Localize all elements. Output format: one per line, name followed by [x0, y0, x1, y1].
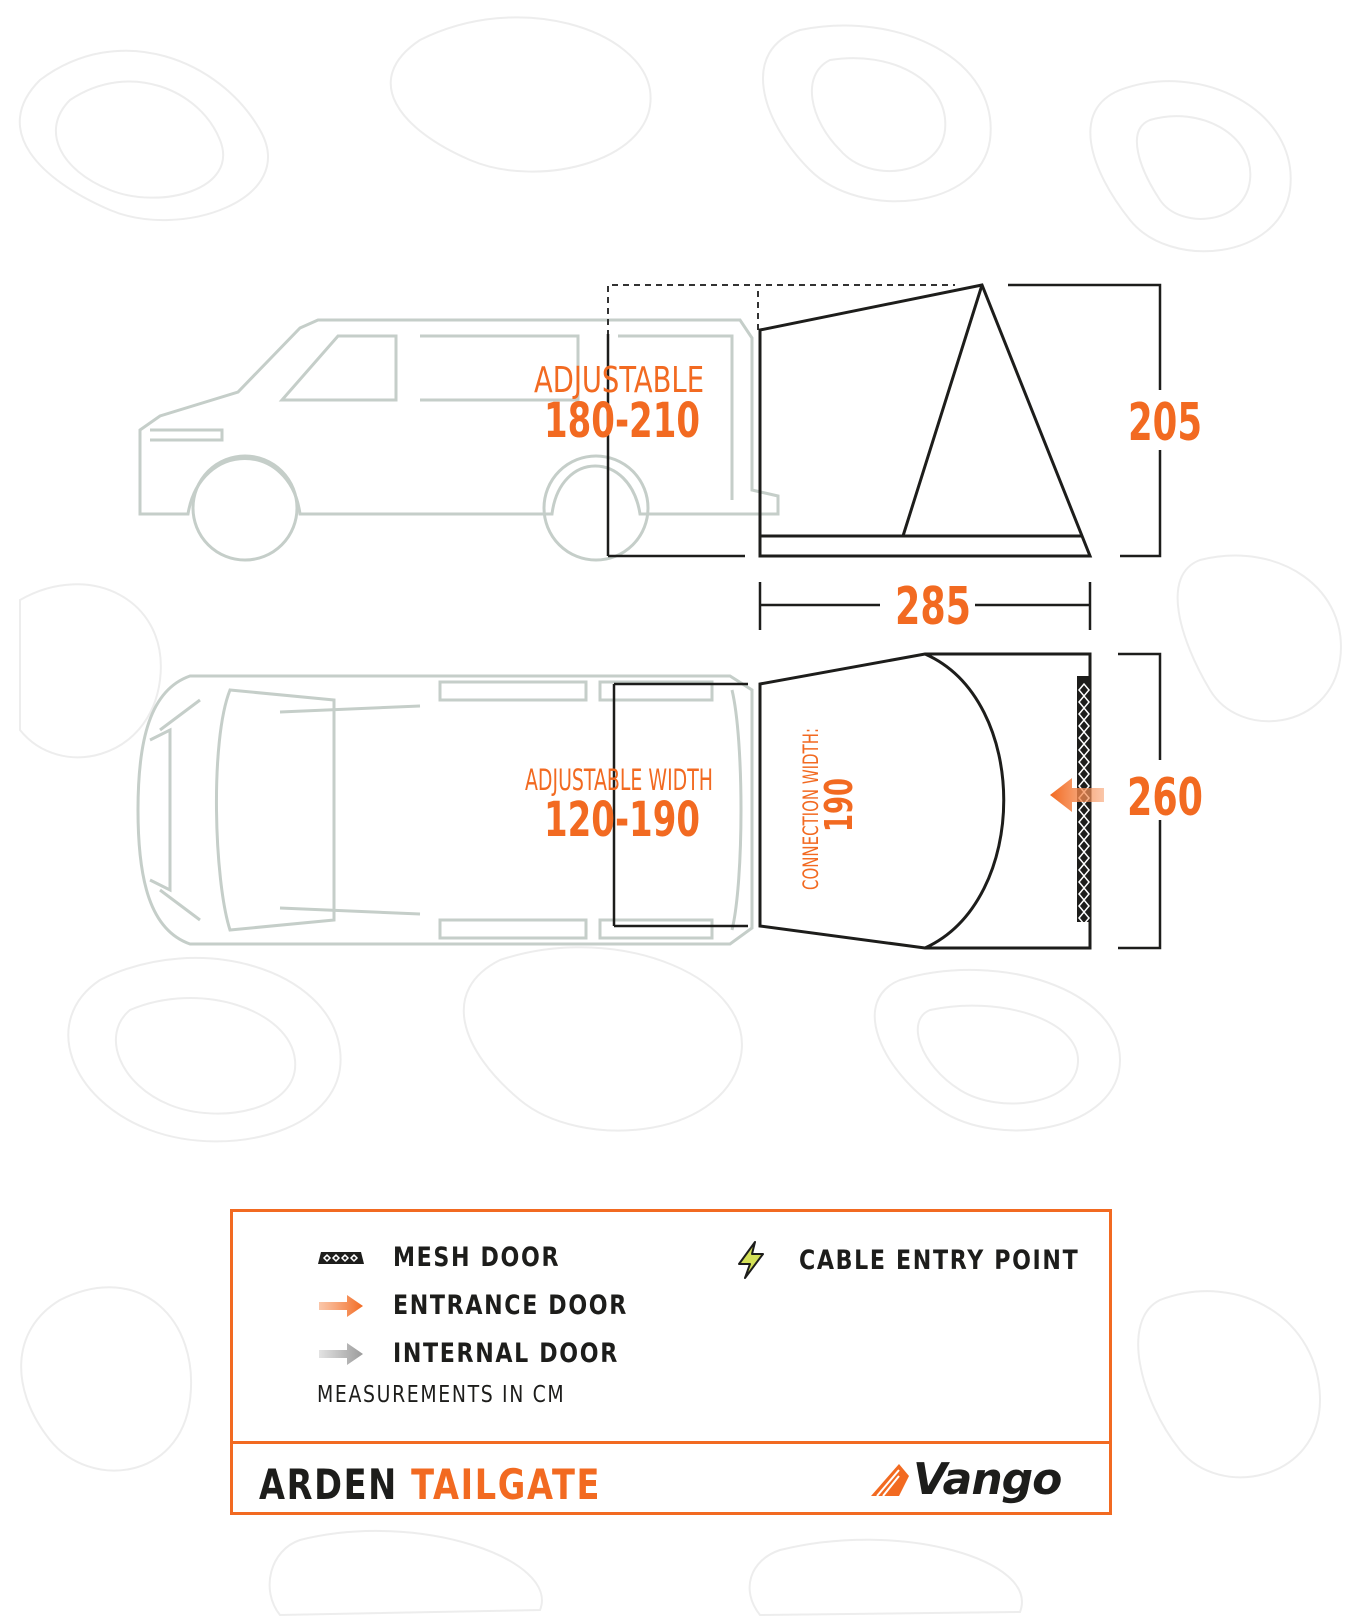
brand-name: Vango: [913, 1454, 1062, 1505]
legend-box: [230, 1209, 1112, 1515]
top-adjustable-value: 120-190: [544, 792, 700, 848]
length-value: 285: [895, 577, 971, 637]
measurement-note: MEASUREMENTS IN CM: [317, 1382, 566, 1408]
legend-label-internal-door: INTERNAL DOOR: [393, 1338, 619, 1369]
legend-label-cable-entry: CABLE ENTRY POINT: [799, 1244, 1080, 1276]
legend-divider: [233, 1441, 1109, 1444]
lightning-icon: [731, 1240, 771, 1280]
legend-item-mesh-door: [317, 1242, 597, 1273]
side-adjustable-value: 180-210: [544, 393, 700, 449]
legend-item-entrance-door: [317, 1290, 680, 1321]
product-name-part1: ARDEN: [259, 1460, 398, 1509]
mesh-door-icon: [317, 1245, 365, 1271]
tent-side-outline: [760, 285, 1090, 556]
connection-width-value: 190: [817, 752, 861, 832]
legend-item-cable-entry: [731, 1240, 1141, 1280]
legend-label-mesh-door: MESH DOOR: [393, 1242, 561, 1273]
top-adjustable-label: ADJUSTABLE WIDTH: [525, 763, 713, 797]
height-value: 205: [1128, 393, 1202, 453]
connection-width-label: CONNECTION WIDTH:: [799, 662, 823, 890]
internal-arrow-icon: [317, 1341, 365, 1367]
product-title: [259, 1460, 601, 1509]
legend-item-internal-door: [317, 1338, 669, 1369]
side-adjustable-label: ADJUSTABLE: [534, 360, 704, 401]
brand-logo: [869, 1452, 1079, 1512]
product-name-part2: TAILGATE: [411, 1460, 602, 1509]
width-value: 260: [1127, 768, 1203, 828]
entrance-arrow-icon: [317, 1293, 365, 1319]
legend-label-entrance-door: ENTRANCE DOOR: [393, 1290, 628, 1321]
adjustable-height-guides: [608, 285, 955, 336]
